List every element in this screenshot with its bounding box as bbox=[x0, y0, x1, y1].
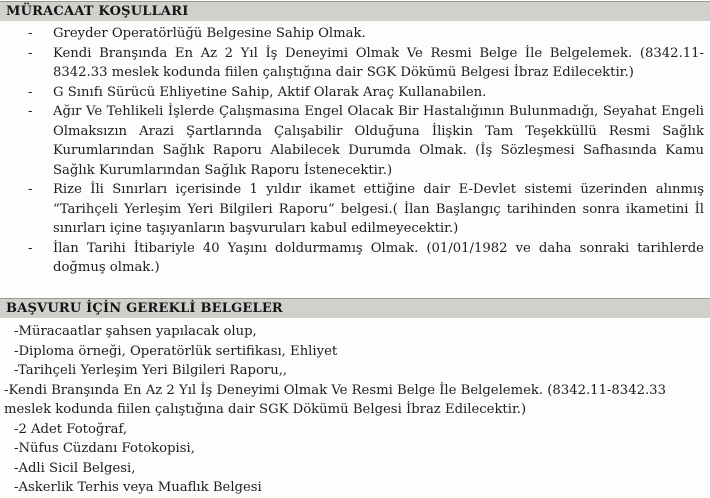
list-dash: - bbox=[28, 84, 33, 100]
document-line: -Nüfus Cüzdanı Fotokopisi, bbox=[14, 441, 195, 456]
document-line: -Askerlik Terhis veya Muaflık Belgesi bbox=[14, 480, 262, 495]
list-dash: - bbox=[28, 182, 33, 197]
list-dash: - bbox=[28, 45, 33, 61]
list-dash: - bbox=[28, 240, 33, 256]
document-line: -Müracaatlar şahsen yapılacak olup, bbox=[14, 324, 257, 339]
list-dash: - bbox=[28, 26, 33, 41]
list-item-text: Kendi Branşında En Az 2 Yıl İş Deneyimi Olmak Ve Resmi Belge İle Belgelemek. (8342.11-8342.33 meslek kodunda fiilen çalıştığına dair SGK Dökümü Belgesi İbraz Edilecektir.) bbox=[53, 45, 704, 80]
document-line: -Kendi Branşında En Az 2 Yıl İş Deneyimi Olmak Ve Resmi Belge İle Belgelemek. (8342.11-8342.33 meslek kodunda fiilen çalıştığına dair SGK Dökümü Belgesi İbraz Edilecektir.) bbox=[4, 382, 666, 417]
list-item bbox=[0, 102, 710, 180]
document-line: -Diploma örneği, Operatörlük sertifikası, Ehliyet bbox=[14, 343, 338, 359]
list-item-text: Rize İli Sınırları içerisinde 1 yıldır ikamet ettiğine dair E-Devlet sistemi üzerinden alınmış “Tarihçeli Yerleşim Yeri Bilgileri Raporu” belgesi.( İlan Başlangıç tarihinden sonra ikametini İl sınırları içine taşıyanların başvuruları kabul edilmeyecektir.) bbox=[53, 182, 704, 236]
section-title-application-conditions: MÜRACAAT KOŞULLARI bbox=[0, 2, 710, 21]
list-item-text: G Sınıfı Sürücü Ehliyetine Sahip, Aktif Olarak Araç Kullanabilen. bbox=[53, 84, 487, 100]
list-item bbox=[0, 83, 710, 103]
document-line: -Tarihçeli Yerleşim Yeri Bilgileri Raporu,, bbox=[14, 363, 288, 378]
document-line: -2 Adet Fotoğraf, bbox=[14, 421, 128, 437]
list-item-text: Ağır Ve Tehlikeli İşlerde Çalışmasına Engel Olacak Bir Hastalığının Bulunmadığı, Seyahat Engeli Olmaksızın Arazi Şartlarında Çalışabilir Olduğuna İlişkin Tam Teşekküllü Resmi Sağlık Kurumlarından Sağlık Raporu Alabilecek Durumda Olmak. (İş Sözleşmesi Safhasında Kamu Sağlık Kurumlarından Sağlık Raporu İstenecektir.) bbox=[53, 104, 704, 178]
list-item bbox=[0, 239, 710, 278]
section-title-required-documents: BAŞVURU İÇİN GEREKLİ BELGELER bbox=[0, 299, 710, 318]
list-item bbox=[0, 180, 710, 239]
required-documents-list bbox=[0, 322, 710, 498]
list-item-text: Greyder Operatörlüğü Belgesine Sahip Olmak. bbox=[53, 26, 366, 41]
list-item bbox=[0, 44, 710, 83]
list-dash: - bbox=[28, 104, 33, 119]
list-item bbox=[0, 24, 710, 44]
document-line: -Adli Sicil Belgesi, bbox=[14, 460, 136, 476]
list-item-text: İlan Tarihi İtibariyle 40 Yaşını doldurmamış Olmak. (01/01/1982 ve daha sonraki tarihlerde doğmuş olmak.) bbox=[53, 240, 704, 275]
application-conditions-list bbox=[0, 24, 710, 278]
